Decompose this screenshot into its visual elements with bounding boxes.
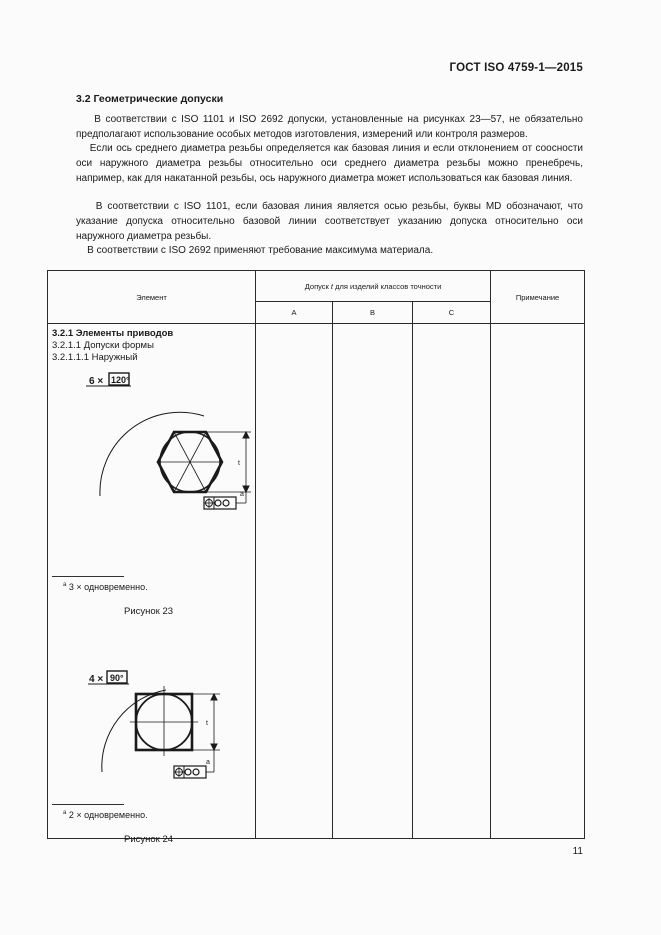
paragraph-4: В соответствии с ISO 2692 применяют требование максимума материала. — [87, 245, 434, 256]
subsection-title: 3.2.1 Элементы приводов — [52, 328, 174, 339]
fig24-footnote-rule — [52, 804, 124, 805]
page-number: 11 — [572, 846, 583, 857]
figure-24-drawing — [88, 666, 258, 790]
header-class-b: B — [333, 302, 413, 324]
class-a-cell — [256, 324, 333, 839]
fig24-callout: 4 × — [89, 674, 104, 685]
notes-cell — [491, 324, 585, 839]
fig23-footnote-rule — [52, 576, 124, 577]
header-element: Элемент — [48, 271, 256, 324]
section-title: 3.2 Геометрические допуски — [76, 93, 224, 105]
fig23-caption: Рисунок 23 — [124, 606, 174, 617]
paragraph-3: В соответствии с ISO 1101, если базовая линия является осью резьбы, буквы MD обозначают, что указание допуска относительно базовой линии соответствует указанию допуска относительно оси наружного диаметра резьбы. — [76, 201, 583, 242]
paragraph-2: Если ось среднего диаметра резьбы определяется как базовая линия и если отклонением от соосности оси наружного диаметра резьбы относительно оси среднего диаметра резьбы можно пренебречь, например, как для накатанной резьбы, ось наружного диаметра может использоваться как базовая линия. — [76, 143, 583, 184]
header-class-c: C — [413, 302, 491, 324]
fig23-footnote: $^a$ 3 × одновременно. — [63, 582, 148, 592]
item-outer: 3.2.1.1.1 Наружный — [52, 352, 138, 363]
class-c-cell — [413, 324, 491, 839]
paragraph-1: В соответствии с ISO 1101 и ISO 2692 допуски, установленные на рисунках 23—57, не обязательно предполагают использование особых методов изготовления, измерений или контроля размеров. — [76, 114, 583, 140]
element-cell — [48, 324, 256, 845]
fig23-tol-symbol: t — [238, 460, 240, 467]
fig24-angle: 90° — [110, 673, 124, 683]
item-form-tolerance: 3.2.1.1 Допуски формы — [52, 340, 154, 351]
fig24-tol-ref: a — [206, 759, 210, 766]
fig24-tol-symbol: t — [206, 720, 208, 727]
class-b-cell — [333, 324, 413, 839]
fig24-caption: Рисунок 24 — [124, 834, 174, 845]
fig24-footnote: $^a$ 2 × одновременно. — [63, 810, 148, 820]
fig23-tol-ref: a — [240, 491, 244, 498]
fig23-callout: 6 × — [89, 376, 104, 387]
header-notes: Примечание — [491, 271, 585, 324]
tolerance-table — [47, 270, 585, 845]
document-id: ГОСТ ISO 4759-1—2015 — [449, 62, 583, 74]
figure-23-drawing — [86, 364, 256, 514]
header-class-a: A — [256, 302, 333, 324]
header-tolerance: Допуск t для изделий классов точности — [256, 271, 491, 302]
fig23-angle: 120° — [111, 375, 130, 385]
